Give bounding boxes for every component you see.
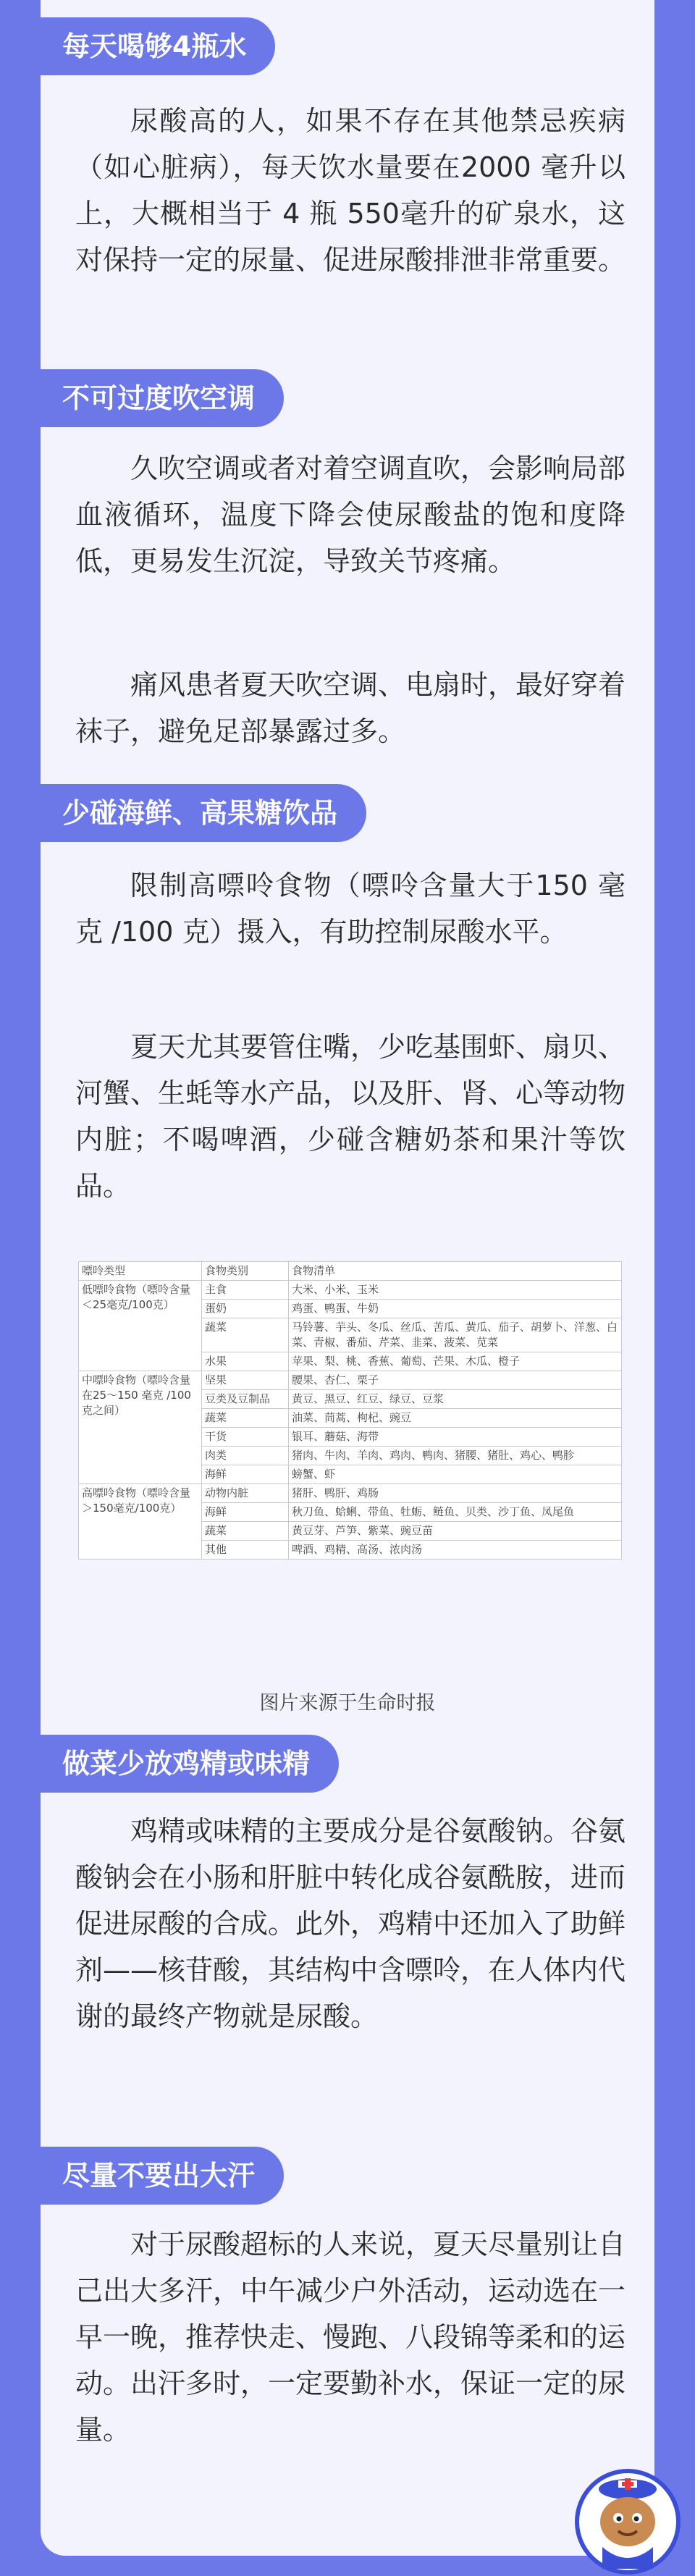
table-caption: 图片来源于生命时报 bbox=[259, 1692, 436, 1714]
food-list-cell: 苹果、梨、桃、香蕉、葡萄、芒果、木瓜、橙子 bbox=[289, 1352, 622, 1371]
food-list-cell: 啤酒、鸡精、高汤、浓肉汤 bbox=[289, 1541, 622, 1560]
food-category-cell: 水果 bbox=[202, 1352, 289, 1371]
food-list-cell: 大米、小米、玉米 bbox=[289, 1281, 622, 1300]
food-list-cell: 银耳、蘑菇、海带 bbox=[289, 1428, 622, 1447]
food-category-cell: 海鲜 bbox=[202, 1503, 289, 1522]
food-list-cell: 鸡蛋、鸭蛋、牛奶 bbox=[289, 1300, 622, 1318]
food-category-cell: 干货 bbox=[202, 1428, 289, 1447]
content-card bbox=[41, 0, 654, 2556]
food-category-cell: 坚果 bbox=[202, 1371, 289, 1390]
purine-table bbox=[78, 1261, 622, 1560]
food-list-cell: 马铃薯、芋头、冬瓜、丝瓜、苦瓜、黄瓜、茄子、胡萝卜、洋葱、白菜、青椒、番茄、芹菜、韭菜、菠菜、苋菜 bbox=[289, 1318, 622, 1352]
food-list-cell: 猪肝、鸭肝、鸡肠 bbox=[289, 1484, 622, 1503]
food-category-cell: 肉类 bbox=[202, 1447, 289, 1465]
section-paragraph: 鸡精或味精的主要成分是谷氨酸钠。谷氨酸钠会在小肠和肝脏中转化成谷氨酰胺，进而促进尿酸的合成。此外，鸡精中还加入了助鲜剂——核苷酸，其结构中含嘌呤，在人体内代谢的最终产物就是尿酸。 bbox=[75, 1815, 626, 2032]
section-heading-air-conditioning: 不可过度吹空调 bbox=[41, 369, 284, 427]
table-header-cell: 嘌呤类型 bbox=[79, 1262, 202, 1281]
section-paragraph: 限制高嘌呤食物（嘌呤含量大于150 毫克 /100 克）摄入，有助控制尿酸水平。 bbox=[75, 870, 626, 948]
section-paragraph: 尿酸高的人，如果不存在其他禁忌疾病（如心脏病），每天饮水量要在2000 毫升以上，大概相当于 4 瓶 550毫升的矿泉水，这对保持一定的尿量、促进尿酸排泄非常重要。 bbox=[75, 105, 626, 276]
food-category-cell: 主食 bbox=[202, 1281, 289, 1300]
section-paragraph: 夏天尤其要管住嘴，少吃基围虾、扇贝、河蟹、生蚝等水产品，以及肝、肾、心等动物内脏；不喝啤酒，少碰含糖奶茶和果汁等饮品。 bbox=[75, 1031, 626, 1202]
food-category-cell: 豆类及豆制品 bbox=[202, 1390, 289, 1409]
table-header-row bbox=[79, 1262, 622, 1281]
food-category-cell: 蔬菜 bbox=[202, 1522, 289, 1541]
section-paragraph: 久吹空调或者对着空调直吹，会影响局部血液循环，温度下降会使尿酸盐的饱和度降低，更易发生沉淀，导致关节疼痛。 bbox=[75, 453, 626, 577]
purine-food-table bbox=[78, 1261, 621, 1560]
section-heading-msg: 做菜少放鸡精或味精 bbox=[41, 1735, 339, 1793]
food-list-cell: 油菜、茼蒿、枸杞、豌豆 bbox=[289, 1409, 622, 1428]
section-heading-seafood: 少碰海鲜、高果糖饮品 bbox=[41, 784, 366, 842]
food-category-cell: 海鲜 bbox=[202, 1465, 289, 1484]
purine-type-cell: 中嘌呤食物（嘌呤含量在25～150 毫克 /100 克之间） bbox=[79, 1371, 202, 1484]
food-category-cell: 其他 bbox=[202, 1541, 289, 1560]
food-list-cell: 秋刀鱼、蛤蜊、带鱼、牡蛎、鲢鱼、贝类、沙丁鱼、凤尾鱼 bbox=[289, 1503, 622, 1522]
section-paragraph: 痛风患者夏天吹空调、电扇时，最好穿着袜子，避免足部暴露过多。 bbox=[75, 669, 626, 747]
section-paragraph: 对于尿酸超标的人来说，夏天尽量别让自己出大多汗，中午减少户外活动，运动选在一早一晚，推荐快走、慢跑、八段锦等柔和的运动。出汗多时，一定要勤补水，保证一定的尿量。 bbox=[75, 2228, 626, 2446]
purine-type-cell: 低嘌呤食物（嘌呤含量＜25毫克/100克） bbox=[79, 1281, 202, 1371]
food-category-cell: 动物内脏 bbox=[202, 1484, 289, 1503]
table-row bbox=[79, 1484, 622, 1503]
table-header-cell: 食物类别 bbox=[202, 1262, 289, 1281]
food-category-cell: 蔬菜 bbox=[202, 1318, 289, 1352]
purine-type-cell: 高嘌呤食物（嘌呤含量＞150毫克/100克） bbox=[79, 1484, 202, 1560]
food-list-cell: 螃蟹、虾 bbox=[289, 1465, 622, 1484]
section-heading-water: 每天喝够4瓶水 bbox=[41, 17, 275, 75]
food-list-cell: 腰果、杏仁、栗子 bbox=[289, 1371, 622, 1390]
mascot-icon bbox=[573, 2467, 682, 2576]
food-list-cell: 黄豆芽、芦笋、紫菜、豌豆苗 bbox=[289, 1522, 622, 1541]
table-header-cell: 食物清单 bbox=[289, 1262, 622, 1281]
section-heading-sweat: 尽量不要出大汗 bbox=[41, 2147, 284, 2205]
food-category-cell: 蛋奶 bbox=[202, 1300, 289, 1318]
food-category-cell: 蔬菜 bbox=[202, 1409, 289, 1428]
table-row bbox=[79, 1281, 622, 1300]
food-list-cell: 猪肉、牛肉、羊肉、鸡肉、鸭肉、猪腰、猪肚、鸡心、鸭胗 bbox=[289, 1447, 622, 1465]
food-list-cell: 黄豆、黑豆、红豆、绿豆、豆浆 bbox=[289, 1390, 622, 1409]
table-row bbox=[79, 1371, 622, 1390]
